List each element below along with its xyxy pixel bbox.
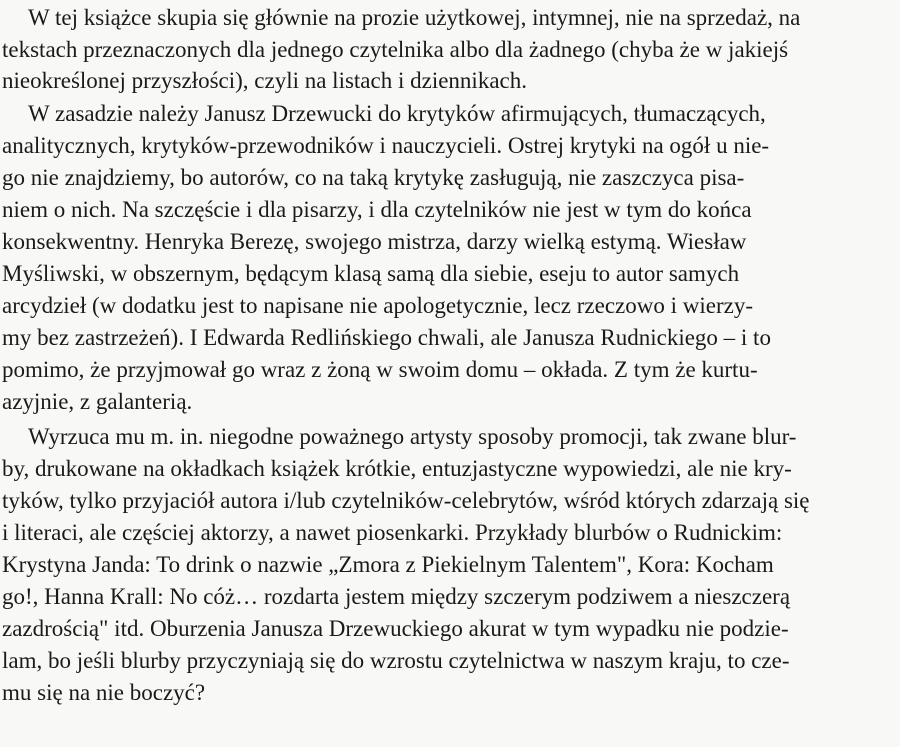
text-line: i literaci, ale częściej aktorzy, a nawet piosenkarki. Przykłady blurbów o Rudnickim:: [2, 520, 783, 545]
text-line: analitycznych, krytyków-przewodników i nauczycieli. Ostrej krytyki na ogół u nie-: [2, 133, 770, 158]
text-line: Wyrzuca mu m. in. niegodne poważnego artysty sposoby promocji, tak zwane blur-: [28, 424, 797, 449]
text-line: arcydzieł (w dodatku jest to napisane nie apologetycznie, lecz rzeczowo i wierzy-: [2, 293, 753, 318]
text-line: pomimo, że przyjmował go wraz z żoną w swoim domu – okłada. Z tym że kurtu-: [2, 357, 758, 382]
text-line: tekstach przeznaczonych dla jednego czytelnika albo dla żadnego (chyba że w jakiejś: [2, 37, 789, 62]
text-line: Krystyna Janda: To drink o nazwie „Zmora z Piekielnym Talentem", Kora: Kocham: [2, 552, 774, 577]
text-line: niem o nich. Na szczęście i dla pisarzy, i dla czytelników nie jest w tym do końca: [2, 197, 752, 222]
text-line: lam, bo jeśli blurby przyczyniają się do wzrostu czytelnictwa w naszym kraju, to cze-: [2, 648, 790, 673]
text-line: my bez zastrzeżeń). I Edwarda Redlińskiego chwali, ale Janusza Rudnickiego – i to: [2, 325, 771, 350]
text-line: Myśliwski, w obszernym, będącym klasą samą dla siebie, eseju to autor samych: [2, 261, 740, 286]
text-line: mu się na nie boczyć?: [2, 680, 206, 705]
text-line: nieokreślonej przyszłości), czyli na listach i dziennikach.: [2, 68, 527, 93]
text-line: W tej książce skupia się głównie na prozie użytkowej, intymnej, nie na sprzedaż, na: [28, 5, 801, 30]
text-line: azyjnie, z galanterią.: [2, 389, 193, 414]
text-line: W zasadzie należy Janusz Drzewucki do krytyków afirmujących, tłumaczących,: [28, 101, 766, 126]
text-line: go!, Hanna Krall: No cóż… rozdarta jestem między szczerym podziwem a nieszczerą: [2, 584, 791, 609]
text-line: tyków, tylko przyjaciół autora i/lub czytelników-celebrytów, wśród których zdarzają się: [2, 488, 810, 513]
text-line: zazdrością" itd. Oburzenia Janusza Drzewuckiego akurat w tym wypadku nie podzie-: [2, 616, 789, 641]
text-line: konsekwentny. Henryka Berezę, swojego mistrza, darzy wielką estymą. Wiesław: [2, 229, 747, 254]
text-line: go nie znajdziemy, bo autorów, co na taką krytykę zasługują, nie zaszczyca pisa-: [2, 165, 745, 190]
text-line: by, drukowane na okładkach książek krótkie, entuzjastyczne wypowiedzi, ale nie kry-: [2, 456, 792, 481]
